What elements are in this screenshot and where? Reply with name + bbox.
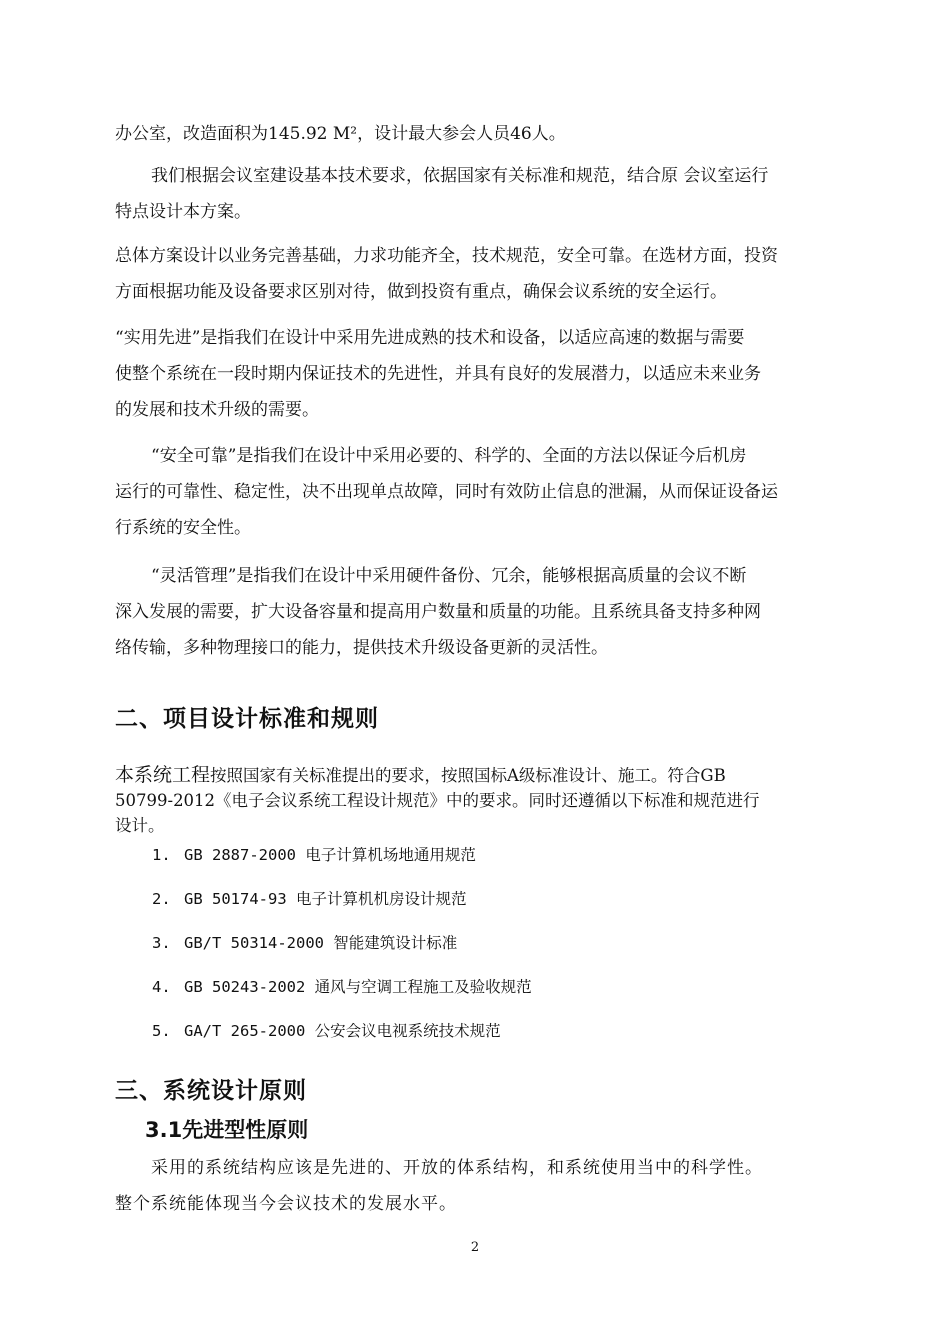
- paragraph-overall-design: [115, 238, 840, 310]
- text-line: 整个系统能体现当今会议技术的发展水平。: [115, 1194, 457, 1214]
- paragraph-advanced-principle: [115, 1150, 840, 1222]
- subsection-heading-advanced: 3.1先进型性原则: [145, 1118, 309, 1142]
- list-item: 4. GB 50243-2002 通风与空调工程施工及验收规范: [152, 978, 532, 996]
- text-line: 络传输，多种物理接口的能力，提供技术升级设备更新的灵活性。: [115, 638, 608, 658]
- paragraph-safe-reliable: [115, 438, 840, 546]
- text-line: 我们根据会议室建设基本技术要求，依据国家有关标准和规范，结合原 会议室运行: [151, 166, 769, 186]
- text-line: [115, 763, 845, 788]
- paragraph-flexible-management: [115, 558, 840, 666]
- list-item: 2. GB 50174-93 电子计算机机房设计规范: [152, 890, 467, 908]
- paragraph-practical-advanced: [115, 320, 840, 428]
- paragraph-design-basis: [115, 158, 840, 230]
- page-number: 2: [470, 1240, 480, 1255]
- list-item: 1. GB 2887-2000 电子计算机场地通用规范: [152, 846, 476, 864]
- text-line: 方面根据功能及设备要求区别对待，做到投资有重点，确保会议系统的安全运行。: [115, 282, 727, 302]
- section-heading-standards: 二、项目设计标准和规则: [115, 706, 379, 732]
- text-line: 的发展和技术升级的需要。: [115, 400, 319, 420]
- text-line: 运行的可靠性、稳定性，决不出现单点故障，同时有效防止信息的泄漏，从而保证设备运: [115, 482, 778, 502]
- text-line: 采用的系统结构应该是先进的、开放的体系结构，和系统使用当中的科学性。: [151, 1158, 763, 1178]
- text-line: 使整个系统在一段时期内保证技术的先进性，并具有良好的发展潜力，以适应未来业务: [115, 364, 761, 384]
- text-line: 总体方案设计以业务完善基础，力求功能齐全，技术规范，安全可靠。在选材方面，投资: [115, 246, 778, 266]
- text-line: 行系统的安全性。: [115, 518, 251, 538]
- intro-rest: 按照国家有关标准提出的要求，按照国标A级标准设计、施工。符合GB: [210, 766, 726, 785]
- list-item: 3. GB/T 50314-2000 智能建筑设计标准: [152, 934, 458, 952]
- standards-intro: [115, 763, 845, 838]
- paragraph-office-area: [115, 116, 840, 152]
- list-item: 5. GA/T 265-2000 公安会议电视系统技术规范: [152, 1022, 501, 1040]
- text-line: 50799-2012《电子会议系统工程设计规范》中的要求。同时还遵循以下标准和规范进行: [115, 791, 760, 810]
- text-line: “灵活管理”是指我们在设计中采用硬件备份、冗余，能够根据高质量的会议不断: [151, 566, 747, 586]
- intro-lead: 本系统工程: [115, 764, 211, 786]
- text-line: 办公室，改造面积为145.92 M²，设计最大参会人员46人。: [115, 124, 566, 144]
- text-line: 设计。: [115, 816, 165, 835]
- text-line: 特点设计本方案。: [115, 202, 251, 222]
- text-line: “实用先进”是指我们在设计中采用先进成熟的技术和设备，以适应高速的数据与需要: [115, 328, 745, 348]
- text-line: 深入发展的需要，扩大设备容量和提高用户数量和质量的功能。且系统具备支持多种网: [115, 602, 761, 622]
- text-line: “安全可靠”是指我们在设计中采用必要的、科学的、全面的方法以保证今后机房: [151, 446, 747, 466]
- section-heading-design-principles: 三、系统设计原则: [115, 1078, 307, 1104]
